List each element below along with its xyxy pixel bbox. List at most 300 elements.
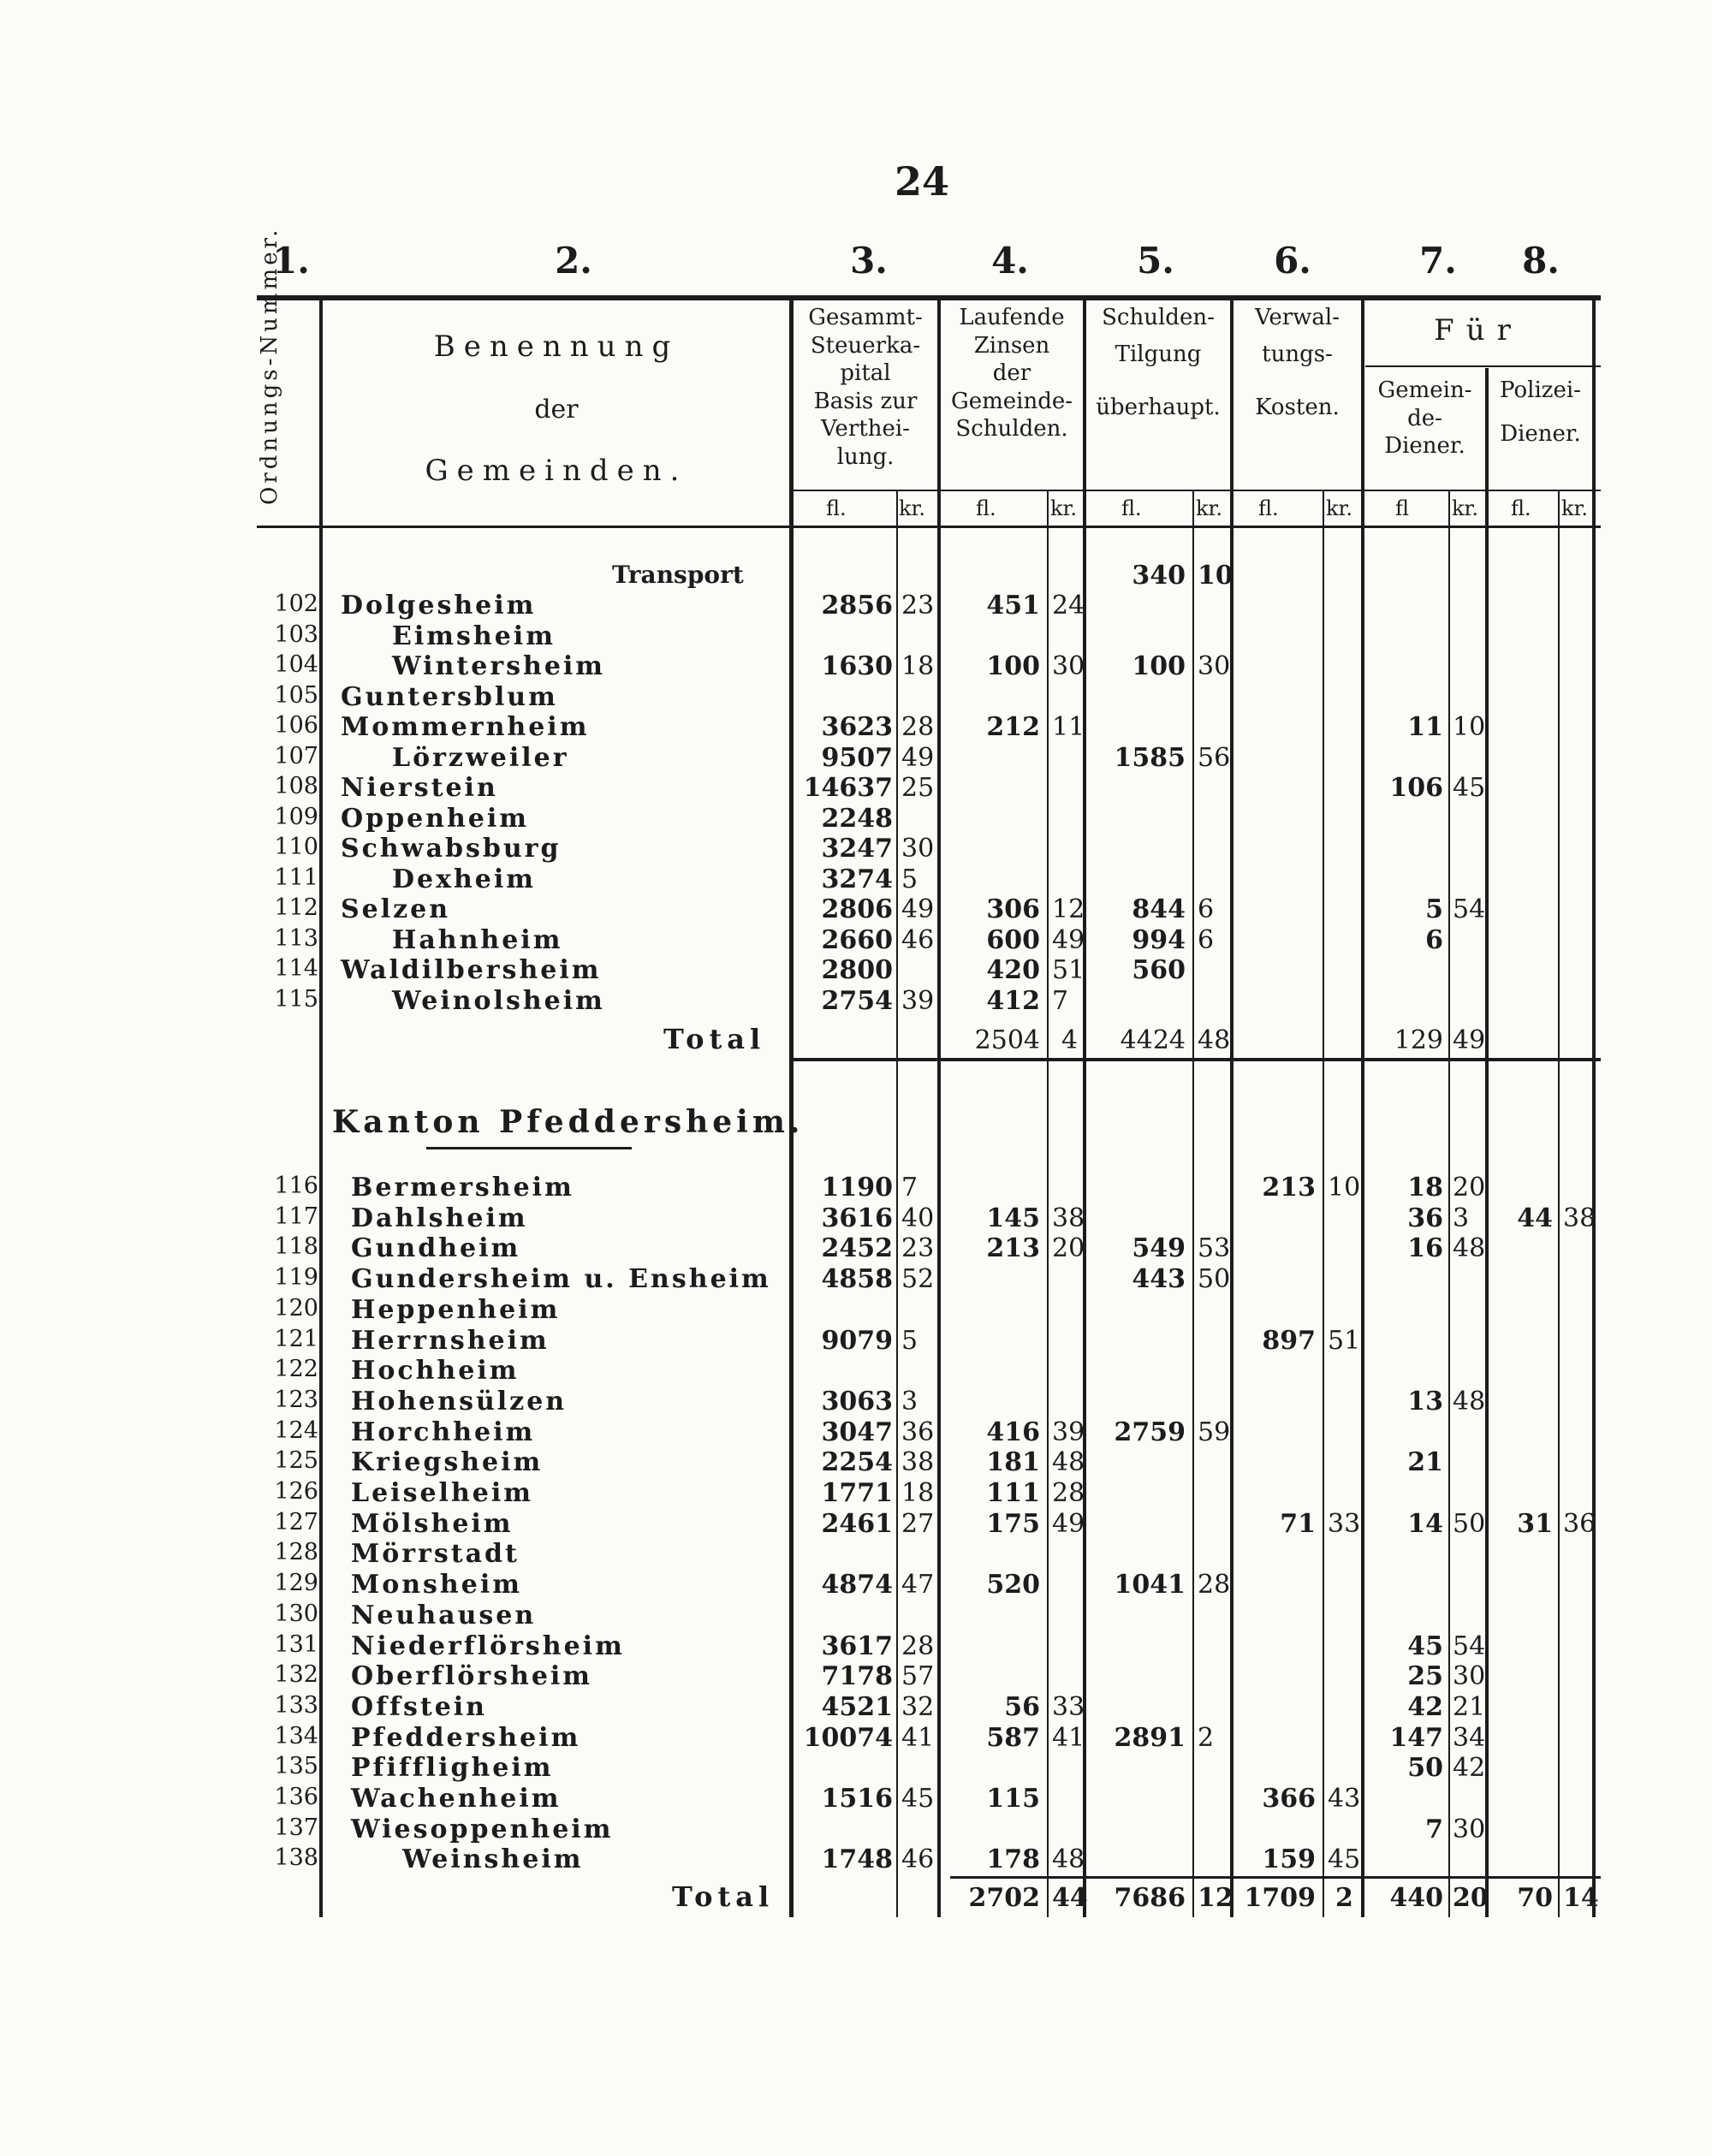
c4-kr-cell: 51 [1052, 955, 1085, 985]
c3-fl-cell: 2806 [821, 894, 893, 924]
commune-name: Heppenheim [351, 1294, 561, 1325]
c3-kr-cell: 7 [901, 1173, 918, 1203]
c4-fl-cell: 306 [986, 894, 1040, 924]
commune-name: Guntersblum [341, 681, 558, 712]
row-number: 135 [274, 1753, 318, 1780]
row-number: 116 [274, 1173, 318, 1199]
c4-kr-cell: 39 [1052, 1417, 1085, 1447]
c3-fl-cell: 9507 [821, 742, 893, 773]
page-number: 24 [895, 158, 950, 205]
commune-name: Hochheim [351, 1356, 520, 1387]
c6-fl-cell: 897 [1262, 1325, 1316, 1356]
commune-name: Gundersheim u. Ensheim [351, 1264, 771, 1295]
unit-kr-6: kr. [1326, 496, 1353, 520]
c3-fl-cell: 3623 [821, 712, 893, 742]
commune-name: Dexheim [392, 864, 537, 894]
header-col6: Verwal- tungs- Kosten. [1254, 305, 1340, 420]
commune-name: Mölsheim [351, 1508, 514, 1539]
commune-name: Wachenheim [351, 1784, 562, 1814]
commune-name: Kriegsheim [351, 1447, 544, 1478]
column-divider-8 [1592, 300, 1596, 1917]
header-gemeinden: Gemeinden. [425, 454, 688, 488]
c3-fl-cell: 3616 [821, 1203, 893, 1233]
c3-fl-cell: 2461 [821, 1508, 893, 1539]
c4-fl-cell: 416 [986, 1417, 1040, 1447]
column-number-4: 4. [991, 240, 1029, 282]
commune-name: Mommernheim [341, 712, 590, 742]
c3-kr-cell: 46 [901, 1844, 935, 1875]
c4-fl-cell: 56 [1004, 1691, 1040, 1722]
commune-name: Selzen [341, 894, 451, 924]
c5-fl-cell: 1585 [1114, 742, 1186, 773]
transport-c5-fl: 340 [1132, 561, 1186, 591]
commune-name: Monsheim [351, 1570, 522, 1601]
c3-kr-cell: 39 [901, 985, 935, 1016]
row-number: 109 [274, 803, 318, 830]
row-number: 130 [274, 1600, 318, 1627]
c4-fl-cell: 111 [986, 1478, 1040, 1508]
column-divider-5 [1230, 300, 1233, 1917]
section1-total-c5-fl: 4424 [1120, 1025, 1186, 1055]
c4-fl-cell: 212 [986, 712, 1040, 742]
c6-fl-cell: 159 [1262, 1844, 1316, 1875]
column-number-5: 5. [1137, 240, 1174, 282]
row-number: 124 [274, 1417, 318, 1444]
c7-fl-cell: 5 [1425, 894, 1443, 924]
column-number-3: 3. [850, 240, 888, 282]
c4-kr-cell: 33 [1052, 1691, 1085, 1722]
c3-kr-cell: 18 [901, 1478, 935, 1508]
c3-fl-cell: 2800 [821, 955, 893, 985]
commune-name: Nierstein [341, 773, 498, 803]
c3-kr-cell: 27 [901, 1508, 935, 1539]
unit-fl-7: fl [1395, 496, 1410, 520]
c3-kr-cell: 41 [901, 1722, 935, 1753]
c4-fl-cell: 520 [986, 1570, 1040, 1601]
column-divider-3 [937, 300, 941, 1917]
commune-name: Dahlsheim [351, 1203, 528, 1233]
c5-kr-cell: 56 [1198, 742, 1231, 773]
c4-fl-cell: 181 [986, 1447, 1040, 1478]
c5-fl-cell: 549 [1132, 1233, 1186, 1264]
c3-fl-cell: 2254 [821, 1447, 893, 1478]
row-number: 129 [274, 1570, 318, 1597]
row-number: 105 [274, 681, 318, 709]
c7-kr-cell: 30 [1453, 1661, 1486, 1692]
c6-kr-cell: 33 [1328, 1508, 1361, 1539]
section1-total-c7-kr: 49 [1453, 1025, 1486, 1055]
c3-kr-cell: 23 [901, 591, 935, 621]
header-ordnungs-nummer: Ordnungs-Nummer. [257, 226, 282, 505]
row-number: 104 [274, 651, 318, 678]
row-number: 131 [274, 1630, 318, 1658]
row-number: 114 [274, 955, 318, 982]
c4-kr-cell: 7 [1052, 985, 1069, 1016]
c3-kr-cell: 40 [901, 1203, 935, 1233]
table-top-rule [257, 295, 1601, 300]
commune-name: Horchheim [351, 1417, 536, 1447]
c7-fl-cell: 147 [1389, 1722, 1443, 1753]
header-col5: Schulden- Tilgung überhaupt. [1096, 305, 1221, 420]
c6-fl-cell: 71 [1280, 1508, 1316, 1539]
unit-fl-3: fl. [826, 496, 847, 520]
column-number-7: 7. [1419, 240, 1457, 282]
row-number: 108 [274, 773, 318, 799]
column-divider-1 [319, 300, 323, 1917]
c7-kr-cell: 50 [1453, 1508, 1486, 1539]
c8-kr-cell: 38 [1563, 1203, 1596, 1233]
c3-kr-cell: 18 [901, 651, 935, 681]
row-number: 126 [274, 1478, 318, 1505]
c7-fl-cell: 21 [1407, 1447, 1443, 1478]
c3-fl-cell: 1190 [821, 1173, 893, 1203]
row-number: 127 [274, 1508, 318, 1535]
c8-kr-cell: 36 [1563, 1508, 1596, 1539]
c4-kr-cell: 30 [1052, 651, 1085, 681]
c4-kr-cell: 38 [1052, 1203, 1085, 1233]
c4-kr-cell: 48 [1052, 1447, 1085, 1478]
commune-name: Schwabsburg [341, 834, 562, 864]
section1-total-label: Total [663, 1023, 766, 1055]
row-number: 119 [274, 1264, 318, 1292]
section2-total-c6-kr: 2 [1335, 1883, 1353, 1913]
row-number: 112 [274, 894, 318, 921]
c3-fl-cell: 14637 [803, 773, 893, 803]
commune-name: Lörzweiler [392, 742, 569, 773]
c6-kr-cell: 43 [1328, 1784, 1361, 1814]
c3-fl-cell: 3274 [821, 864, 893, 894]
section1-total-c7-fl: 129 [1394, 1025, 1443, 1055]
c7-kr-cell: 10 [1453, 712, 1486, 742]
c3-kr-cell: 32 [901, 1691, 935, 1722]
header-der: der [534, 395, 579, 425]
c7-fl-cell: 42 [1407, 1691, 1443, 1722]
row-number: 111 [274, 864, 318, 891]
column-divider-6 [1361, 300, 1364, 1917]
c7-kr-cell: 3 [1453, 1203, 1470, 1233]
c7-fl-cell: 6 [1425, 924, 1443, 955]
commune-name: Oberflörsheim [351, 1661, 593, 1692]
kr-divider-3 [896, 491, 898, 1917]
c3-kr-cell: 28 [901, 712, 935, 742]
c6-kr-cell: 51 [1328, 1325, 1361, 1356]
section2-total-c8-kr: 14 [1563, 1883, 1599, 1913]
header-bottom-rule [257, 526, 1601, 528]
c7-kr-cell: 42 [1453, 1753, 1486, 1784]
c3-kr-cell: 49 [901, 742, 935, 773]
section2-total-c6-fl: 1709 [1244, 1883, 1316, 1913]
row-number: 121 [274, 1325, 318, 1352]
commune-name: Neuhausen [351, 1600, 537, 1630]
c4-fl-cell: 451 [986, 591, 1040, 621]
c4-fl-cell: 100 [986, 651, 1040, 681]
row-number: 110 [274, 834, 318, 860]
c4-fl-cell: 412 [986, 985, 1040, 1016]
c4-fl-cell: 600 [986, 924, 1040, 955]
c3-kr-cell: 47 [901, 1570, 935, 1601]
c3-fl-cell: 7178 [821, 1661, 893, 1692]
commune-name: Eimsheim [392, 621, 556, 651]
commune-name: Waldilbersheim [341, 955, 602, 985]
section2-total-c7-fl: 440 [1389, 1883, 1443, 1913]
c4-fl-cell: 145 [986, 1203, 1040, 1233]
c3-kr-cell: 5 [901, 1325, 918, 1356]
header-fuer: Für [1434, 313, 1523, 347]
column-number-6: 6. [1274, 240, 1311, 282]
c5-fl-cell: 844 [1132, 894, 1186, 924]
c5-fl-cell: 994 [1132, 924, 1186, 955]
section1-total-c4-fl: 2504 [974, 1025, 1040, 1055]
c3-kr-cell: 45 [901, 1784, 935, 1814]
c3-fl-cell: 2660 [821, 924, 893, 955]
column-number-8: 8. [1522, 240, 1560, 282]
c7-kr-cell: 20 [1453, 1173, 1486, 1203]
c7-fl-cell: 25 [1407, 1661, 1443, 1692]
c3-kr-cell: 38 [901, 1447, 935, 1478]
row-number: 122 [274, 1356, 318, 1383]
transport-c5-kr: 10 [1198, 561, 1233, 591]
row-number: 117 [274, 1203, 318, 1230]
c7-kr-cell: 48 [1453, 1233, 1486, 1264]
c7-fl-cell: 36 [1407, 1203, 1443, 1233]
unit-kr-7: kr. [1452, 496, 1479, 520]
section2-total-label: Total [672, 1880, 775, 1913]
row-number: 123 [274, 1386, 318, 1413]
section2-total-c7-kr: 20 [1453, 1883, 1489, 1913]
c7-fl-cell: 18 [1407, 1173, 1443, 1203]
row-number: 106 [274, 712, 318, 739]
c7-fl-cell: 14 [1407, 1508, 1443, 1539]
c3-fl-cell: 2248 [821, 803, 893, 834]
row-number: 128 [274, 1539, 318, 1566]
transport-label: Transport [612, 561, 744, 589]
unit-fl-6: fl. [1258, 496, 1279, 520]
section2-total-c8-fl: 70 [1517, 1883, 1553, 1913]
row-number: 132 [274, 1661, 318, 1689]
commune-name: Herrnsheim [351, 1325, 550, 1356]
header-benennung: Benennung [433, 330, 680, 364]
commune-name: Bermersheim [351, 1173, 574, 1203]
row-number: 118 [274, 1233, 318, 1261]
c7-fl-cell: 50 [1407, 1753, 1443, 1784]
commune-name: Hohensülzen [351, 1386, 568, 1417]
c6-kr-cell: 45 [1328, 1844, 1361, 1875]
c7-kr-cell: 48 [1453, 1386, 1486, 1417]
c4-fl-cell: 178 [986, 1844, 1040, 1875]
c7-kr-cell: 21 [1453, 1691, 1486, 1722]
commune-name: Dolgesheim [341, 591, 537, 621]
section2-total-c4-kr: 44 [1052, 1883, 1088, 1913]
c3-fl-cell: 2754 [821, 985, 893, 1016]
c5-fl-cell: 100 [1132, 651, 1186, 681]
header-col8: Polizei- Diener. [1500, 377, 1581, 447]
row-number: 120 [274, 1294, 318, 1322]
commune-name: Niederflörsheim [351, 1630, 625, 1661]
c4-fl-cell: 420 [986, 955, 1040, 985]
commune-name: Offstein [351, 1691, 487, 1722]
unit-fl-8: fl. [1511, 496, 1531, 520]
commune-name: Mörrstadt [351, 1539, 520, 1570]
row-number: 115 [274, 985, 318, 1013]
row-number: 137 [274, 1814, 318, 1841]
unit-kr-5: kr. [1196, 496, 1223, 520]
c7-kr-cell: 54 [1453, 1630, 1486, 1661]
kr-divider-8 [1558, 491, 1560, 1917]
fuer-rule [1365, 365, 1601, 367]
row-number: 125 [274, 1447, 318, 1475]
c7-kr-cell: 54 [1453, 894, 1486, 924]
row-number: 107 [274, 742, 318, 769]
commune-name: Weinolsheim [392, 985, 605, 1016]
commune-name: Leiselheim [351, 1478, 533, 1508]
kr-divider-7 [1448, 491, 1450, 1917]
c3-fl-cell: 1516 [821, 1784, 893, 1814]
c3-fl-cell: 3047 [821, 1417, 893, 1447]
c4-kr-cell: 20 [1052, 1233, 1085, 1264]
c3-fl-cell: 4858 [821, 1264, 893, 1295]
c5-kr-cell: 53 [1198, 1233, 1231, 1264]
c5-kr-cell: 2 [1198, 1722, 1215, 1753]
commune-name: Gundheim [351, 1233, 521, 1264]
commune-name: Pfiffligheim [351, 1753, 554, 1784]
c5-fl-cell: 1041 [1114, 1570, 1186, 1601]
unit-row-rule [792, 490, 1601, 491]
row-number: 113 [274, 924, 318, 952]
section1-total-rule [792, 1058, 1601, 1061]
c3-kr-cell: 36 [901, 1417, 935, 1447]
c5-kr-cell: 6 [1198, 924, 1215, 955]
unit-fl-5: fl. [1121, 496, 1142, 520]
c4-kr-cell: 11 [1052, 712, 1085, 742]
commune-name: Wintersheim [392, 651, 606, 681]
c3-fl-cell: 1748 [821, 1844, 893, 1875]
c4-fl-cell: 175 [986, 1508, 1040, 1539]
c7-kr-cell: 30 [1453, 1814, 1486, 1844]
c6-fl-cell: 366 [1262, 1784, 1316, 1814]
row-number: 134 [274, 1722, 318, 1749]
c7-fl-cell: 45 [1407, 1630, 1443, 1661]
c7-fl-cell: 106 [1389, 773, 1443, 803]
c7-fl-cell: 13 [1407, 1386, 1443, 1417]
row-number: 136 [274, 1784, 318, 1810]
column-number-2: 2. [555, 240, 592, 282]
c5-fl-cell: 2891 [1114, 1722, 1186, 1753]
c5-kr-cell: 30 [1198, 651, 1231, 681]
c4-kr-cell: 49 [1052, 1508, 1085, 1539]
c3-fl-cell: 1771 [821, 1478, 893, 1508]
section2-total-c5-kr: 12 [1198, 1883, 1233, 1913]
c5-kr-cell: 59 [1198, 1417, 1231, 1447]
row-number: 103 [274, 621, 318, 648]
c6-fl-cell: 213 [1262, 1173, 1316, 1203]
header-col3: Gesammt- Steuerka- pital Basis zur Verthei- lung. [808, 305, 923, 470]
c3-fl-cell: 2856 [821, 591, 893, 621]
unit-fl-4: fl. [976, 496, 996, 520]
c5-fl-cell: 443 [1132, 1264, 1186, 1295]
c4-kr-cell: 24 [1052, 591, 1085, 621]
c5-kr-cell: 50 [1198, 1264, 1231, 1295]
c3-kr-cell: 30 [901, 834, 935, 864]
c8-fl-cell: 31 [1517, 1508, 1553, 1539]
c3-fl-cell: 4874 [821, 1570, 893, 1601]
kr-divider-5 [1192, 491, 1194, 1917]
c5-kr-cell: 28 [1198, 1570, 1231, 1601]
c3-fl-cell: 9079 [821, 1325, 893, 1356]
row-number: 133 [274, 1691, 318, 1719]
c3-kr-cell: 5 [901, 864, 918, 894]
c3-kr-cell: 23 [901, 1233, 935, 1264]
kr-divider-4 [1047, 491, 1049, 1917]
canton-underline [426, 1147, 632, 1149]
section1-total-c5-kr: 48 [1198, 1025, 1231, 1055]
c4-kr-cell: 28 [1052, 1478, 1085, 1508]
c6-kr-cell: 10 [1328, 1173, 1361, 1203]
kr-divider-6 [1323, 491, 1324, 1917]
column-divider-7 [1485, 368, 1489, 1917]
c3-kr-cell: 52 [901, 1264, 935, 1295]
column-number-1: 1. [272, 240, 310, 282]
c7-fl-cell: 11 [1407, 712, 1443, 742]
c4-fl-cell: 213 [986, 1233, 1040, 1264]
c3-kr-cell: 28 [901, 1630, 935, 1661]
c7-fl-cell: 16 [1407, 1233, 1443, 1264]
c5-kr-cell: 6 [1198, 894, 1215, 924]
canton-title: Kanton Pfeddersheim. [332, 1104, 805, 1140]
section2-total-c4-fl: 2702 [968, 1883, 1040, 1913]
c7-kr-cell: 34 [1453, 1722, 1486, 1753]
header-col7: Gemein- de- Diener. [1377, 377, 1472, 459]
c3-fl-cell: 4521 [821, 1691, 893, 1722]
c4-kr-cell: 41 [1052, 1722, 1085, 1753]
c3-fl-cell: 10074 [803, 1722, 893, 1753]
header-col4: Laufende Zinsen der Gemeinde- Schulden. [950, 305, 1073, 442]
commune-name: Pfeddersheim [351, 1722, 581, 1753]
row-number: 102 [274, 591, 318, 617]
commune-name: Wiesoppenheim [351, 1814, 614, 1844]
c3-kr-cell: 46 [901, 924, 935, 955]
unit-kr-3: kr. [899, 496, 926, 520]
commune-name: Oppenheim [341, 803, 530, 834]
c3-kr-cell: 49 [901, 894, 935, 924]
commune-name: Hahnheim [392, 924, 563, 955]
c3-kr-cell: 25 [901, 773, 935, 803]
c5-fl-cell: 560 [1132, 955, 1186, 985]
c4-kr-cell: 12 [1052, 894, 1085, 924]
c5-fl-cell: 2759 [1114, 1417, 1186, 1447]
c7-kr-cell: 45 [1453, 773, 1486, 803]
column-divider-4 [1083, 300, 1086, 1917]
section2-total-c5-fl: 7686 [1114, 1883, 1186, 1913]
unit-kr-8: kr. [1561, 496, 1589, 520]
commune-name: Weinsheim [402, 1844, 584, 1875]
section1-total-c4-kr: 4 [1061, 1025, 1079, 1055]
c3-kr-cell: 3 [901, 1386, 918, 1417]
unit-kr-4: kr. [1050, 496, 1078, 520]
c3-fl-cell: 3063 [821, 1386, 893, 1417]
c3-fl-cell: 3247 [821, 834, 893, 864]
c4-fl-cell: 115 [986, 1784, 1040, 1814]
c8-fl-cell: 44 [1517, 1203, 1553, 1233]
row-number: 138 [274, 1844, 318, 1872]
c3-fl-cell: 3617 [821, 1630, 893, 1661]
c4-fl-cell: 587 [986, 1722, 1040, 1753]
c7-fl-cell: 7 [1425, 1814, 1443, 1844]
c3-fl-cell: 1630 [821, 651, 893, 681]
c3-fl-cell: 2452 [821, 1233, 893, 1264]
c4-kr-cell: 48 [1052, 1844, 1085, 1875]
c4-kr-cell: 49 [1052, 924, 1085, 955]
c3-kr-cell: 57 [901, 1661, 935, 1692]
